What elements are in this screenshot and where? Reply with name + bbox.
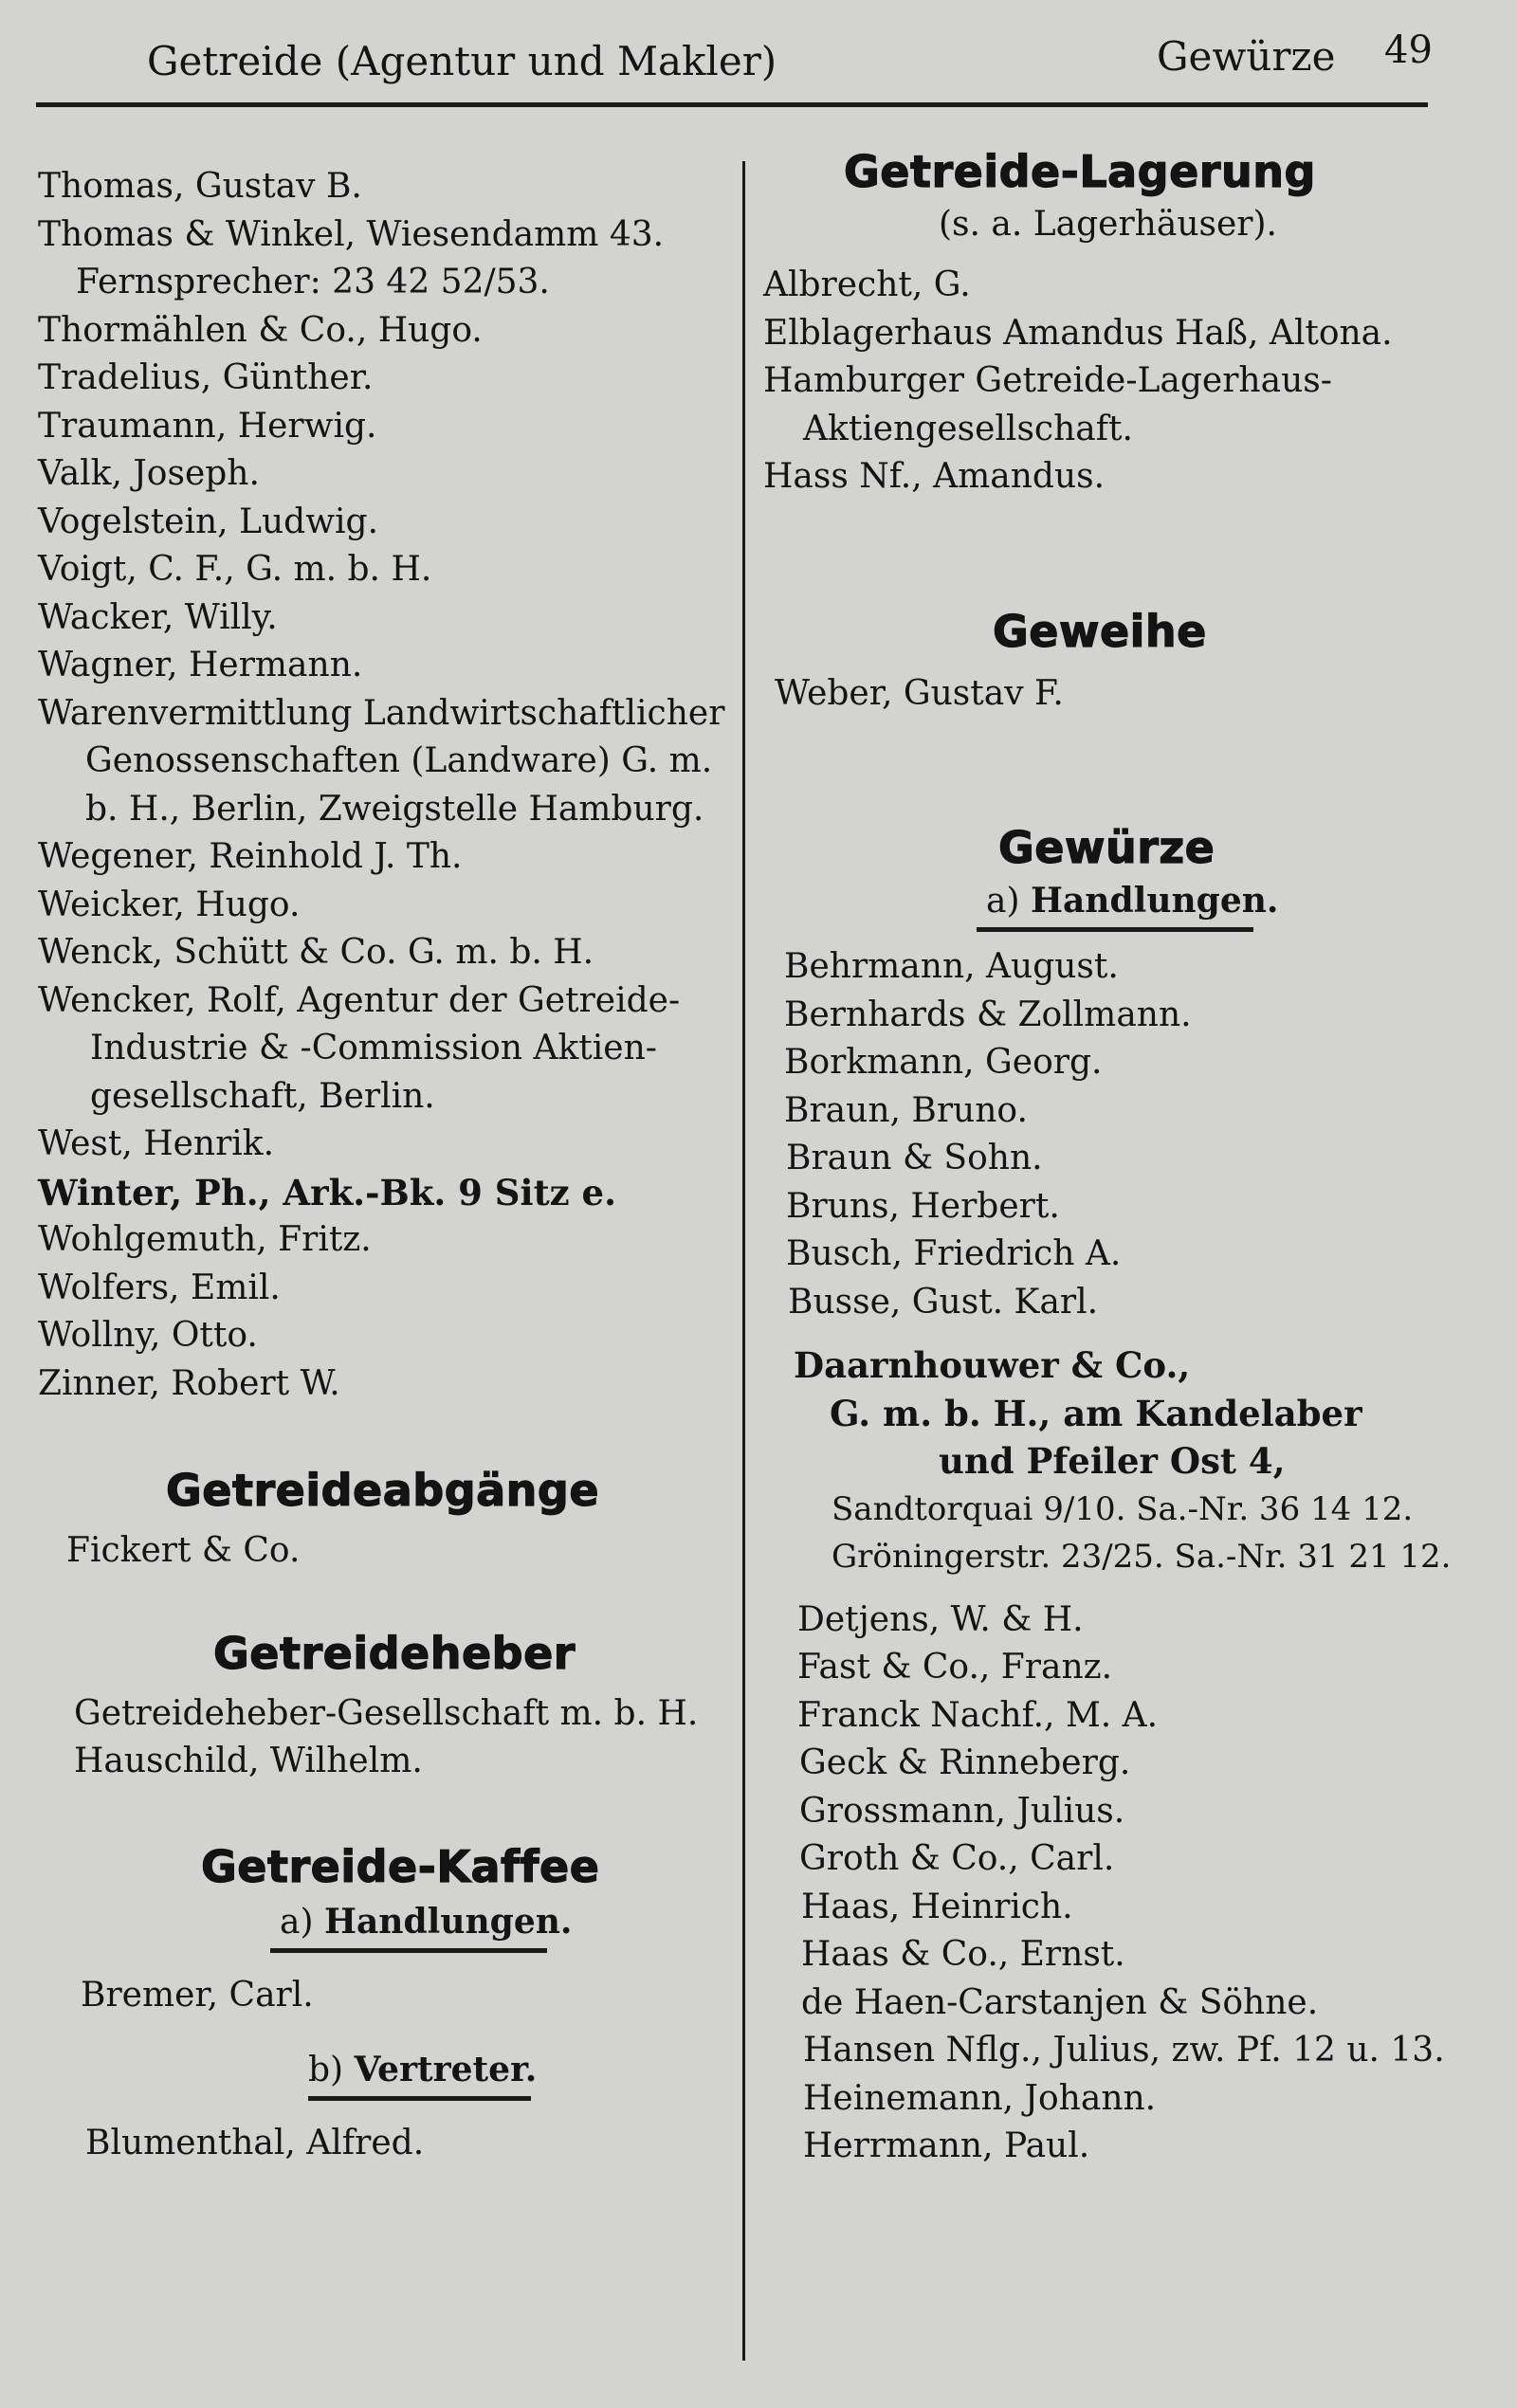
header-rule — [36, 102, 1428, 107]
subheading-label: Vertreter. — [354, 2050, 538, 2089]
list-item: Haas, Heinrich. — [801, 1887, 1073, 1926]
address-line: Gröningerstr. 23/25. Sa.-Nr. 31 21 12. — [832, 1538, 1452, 1576]
section-heading-getreide-kaffee: Getreide-Kaffee — [201, 1840, 600, 1892]
list-item: Heinemann, Johann. — [803, 2078, 1157, 2118]
bold-entry-line: Daarnhouwer & Co., — [794, 1344, 1191, 1386]
subheading-prefix: b) — [308, 2051, 344, 2089]
column-divider — [742, 161, 745, 2361]
list-item: Groth & Co., Carl. — [799, 1839, 1115, 1878]
list-item: b. H., Berlin, Zweigstelle Hamburg. — [85, 789, 704, 829]
page-header — [38, 28, 1433, 114]
list-item: Weber, Gustav F. — [775, 673, 1064, 713]
list-item: Hass Nf., Amandus. — [763, 457, 1106, 496]
list-item: Fickert & Co. — [66, 1531, 301, 1570]
list-item: Franck Nachf., M. A. — [797, 1695, 1159, 1735]
list-item: West, Henrik. — [38, 1124, 275, 1163]
header-left-title: Getreide (Agentur und Makler) — [147, 38, 777, 84]
list-item: Geck & Rinneberg. — [799, 1743, 1131, 1782]
section-note: (s. a. Lagerhäuser). — [939, 205, 1277, 244]
list-item: Detjens, W. & H. — [797, 1599, 1084, 1639]
list-item: Wegener, Reinhold J. Th. — [38, 837, 463, 876]
list-item: Wohlgemuth, Fritz. — [38, 1220, 372, 1259]
section-heading-geweihe: Geweihe — [993, 605, 1207, 657]
list-item: Busse, Gust. Karl. — [788, 1282, 1099, 1322]
address-line: Sandtorquai 9/10. Sa.-Nr. 36 14 12. — [832, 1489, 1414, 1528]
subheading-prefix: a) — [280, 1902, 314, 1942]
list-item: Wencker, Rolf, Agentur der Getreide- — [38, 980, 681, 1020]
list-item: Tradelius, Günther. — [38, 358, 374, 397]
list-item: Blumenthal, Alfred. — [85, 2124, 425, 2162]
list-item: Bernhards & Zollmann. — [784, 994, 1192, 1034]
subheading-prefix: a) — [986, 882, 1020, 921]
list-item: Thomas, Gustav B. — [38, 167, 362, 206]
list-item: Behrmann, August. — [784, 947, 1119, 986]
list-item: Braun, Bruno. — [784, 1090, 1028, 1130]
list-item: Industrie & -Commission Aktien- — [90, 1029, 657, 1067]
list-item: Bremer, Carl. — [81, 1975, 314, 2015]
subheading-label: Handlungen. — [1030, 881, 1279, 921]
page-number: 49 — [1384, 28, 1433, 72]
section-heading-getreideheber: Getreideheber — [213, 1627, 576, 1679]
list-item: Traumann, Herwig. — [38, 406, 377, 446]
list-item: Elblagerhaus Amandus Haß, Altona. — [763, 313, 1393, 353]
list-item: Wolfers, Emil. — [38, 1268, 281, 1307]
list-item: Genossenschaften (Landware) G. m. — [85, 741, 713, 780]
list-item: Voigt, C. F., G. m. b. H. — [38, 550, 432, 589]
list-item: Wenck, Schütt & Co. G. m. b. H. — [38, 933, 594, 972]
list-item: Warenvermittlung Landwirtschaftlicher — [38, 693, 725, 733]
list-item: Wacker, Willy. — [38, 597, 278, 637]
list-item: Fernsprecher: 23 42 52/53. — [76, 263, 550, 301]
list-item: Valk, Joseph. — [38, 454, 260, 493]
list-item: Grossmann, Julius. — [799, 1791, 1125, 1831]
list-item: Fast & Co., Franz. — [797, 1648, 1113, 1687]
list-item: Getreideheber-Gesellschaft m. b. H. — [74, 1693, 699, 1733]
list-item: Weicker, Hugo. — [38, 885, 301, 924]
list-item: Busch, Friedrich A. — [786, 1234, 1122, 1273]
list-item-bold: Winter, Ph., Ark.-Bk. 9 Sitz e. — [38, 1171, 616, 1213]
list-item: de Haen-Carstanjen & Söhne. — [801, 1982, 1319, 2022]
list-item: Haas & Co., Ernst. — [801, 1935, 1125, 1974]
list-item: Aktiengesellschaft. — [803, 409, 1133, 448]
list-item: Wollny, Otto. — [38, 1316, 258, 1355]
list-item: Vogelstein, Ludwig. — [38, 502, 379, 541]
list-item: Bruns, Herbert. — [786, 1186, 1060, 1226]
bold-entry-line: G. m. b. H., am Kandelaber — [830, 1392, 1362, 1434]
list-item: Borkmann, Georg. — [784, 1043, 1103, 1082]
list-item: Zinner, Robert W. — [38, 1363, 340, 1403]
list-item: Wagner, Hermann. — [38, 646, 363, 684]
list-item: Hauschild, Wilhelm. — [74, 1742, 423, 1780]
header-center-title: Gewürze — [1157, 33, 1336, 80]
right-column — [763, 146, 1484, 2171]
list-item: Thormählen & Co., Hugo. — [38, 310, 483, 350]
section-heading-gewuerze: Gewürze — [998, 822, 1215, 873]
subheading-handlungen — [38, 1898, 730, 1946]
list-item: gesellschaft, Berlin. — [90, 1076, 435, 1116]
list-item: Albrecht, G. — [763, 265, 971, 304]
subheading-handlungen — [763, 877, 1484, 925]
subheading-label: Handlungen. — [323, 1901, 573, 1942]
list-item: Hansen Nflg., Julius, zw. Pf. 12 u. 13. — [803, 2031, 1445, 2070]
list-item: Herrmann, Paul. — [803, 2126, 1090, 2165]
left-column — [38, 163, 730, 2168]
bold-entry-line: und Pfeiler Ost 4, — [939, 1440, 1286, 1482]
list-item: Thomas & Winkel, Wiesendamm 43. — [38, 214, 665, 254]
list-item: Braun & Sohn. — [786, 1139, 1043, 1177]
section-heading-getreide-lagerung: Getreide-Lagerung — [844, 146, 1316, 197]
section-heading-getreideabgaenge: Getreideabgänge — [166, 1465, 600, 1516]
list-item: Hamburger Getreide-Lagerhaus- — [763, 361, 1332, 400]
subheading-vertreter — [38, 2046, 730, 2094]
